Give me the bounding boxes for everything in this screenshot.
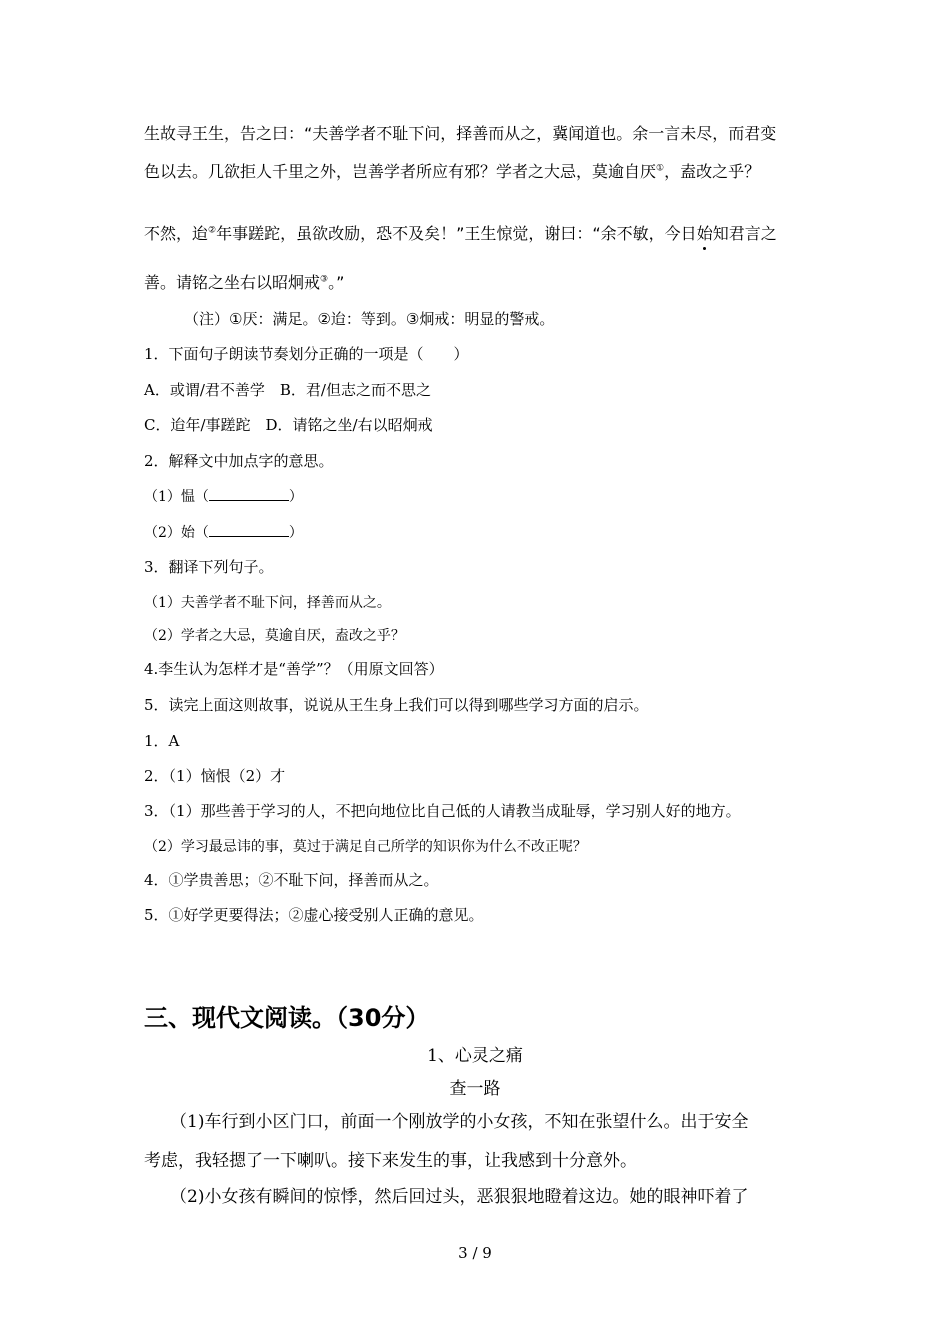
footnote-marker-1: ① bbox=[656, 163, 665, 174]
question-3-item-2: （2）学者之大忌，莫逾自厌，盍改之乎？ bbox=[144, 628, 405, 644]
question-3-item-1: （1）夫善学者不耻下问，择善而从之。 bbox=[144, 595, 391, 611]
question-1: 1．下面句子朗读节奏划分正确的一项是（ ） bbox=[144, 345, 469, 363]
article-paragraph-1-line-1: （1)车行到小区门口，前面一个刚放学的小女孩，不知在张望什么。出于安全 bbox=[170, 1112, 749, 1132]
footnote-marker-3: ③ bbox=[320, 274, 329, 285]
passage-line-1: 生故寻王生，告之曰：“夫善学者不耻下问，择善而从之，冀闻道也。余一言未尽，而君变 bbox=[144, 124, 777, 143]
article-paragraph-2-line-1: （2)小女孩有瞬间的惊悸，然后回过头，恶狠狠地瞪着这边。她的眼神吓着了 bbox=[170, 1187, 749, 1207]
section-heading: 三、现代文阅读。（30分） bbox=[144, 1004, 430, 1032]
passage-line-3: 不然，迨②年事蹉跎，虽欲改励，恐不及矣！”王生惊觉，谢曰：“余不敏，今日始知君言之 bbox=[144, 224, 777, 243]
answer-blank[interactable] bbox=[209, 522, 289, 537]
dotted-character: 始 bbox=[696, 224, 713, 243]
question-2: 2．解释文中加点字的意思。 bbox=[144, 452, 334, 470]
question-2-item-2: （2）始（ ） bbox=[144, 522, 303, 543]
answer-blank[interactable] bbox=[209, 486, 289, 501]
answer-3-item-2: （2）学习最忌讳的事，莫过于满足自己所学的知识你为什么不改正呢？ bbox=[144, 839, 587, 855]
answer-4: 4．①学贵善思；②不耻下问，择善而从之。 bbox=[144, 871, 439, 889]
question-5: 5．读完上面这则故事，说说从王生身上我们可以得到哪些学习方面的启示。 bbox=[144, 696, 649, 714]
question-4: 4.李生认为怎样才是“善学”？（用原文回答） bbox=[144, 660, 444, 678]
article-title: 1、心灵之痛 bbox=[427, 1046, 523, 1066]
article-paragraph-1-line-2: 考虑，我轻摁了一下喇叭。接下来发生的事，让我感到十分意外。 bbox=[144, 1151, 637, 1171]
question-2-item-1: （1）愠（ ） bbox=[144, 486, 303, 507]
page-number: 3 / 9 bbox=[458, 1244, 492, 1262]
passage-line-2: 色以去。几欲拒人千里之外，岂善学者所应有邪？学者之大忌，莫逾自厌①，盍改之乎？ bbox=[144, 162, 761, 181]
answer-5: 5．①好学更要得法；②虚心接受别人正确的意见。 bbox=[144, 906, 484, 924]
passage-note: （注）①厌：满足。②迨：等到。③炯戒：明显的警戒。 bbox=[184, 310, 555, 328]
article-author: 查一路 bbox=[449, 1079, 501, 1099]
question-3: 3．翻译下列句子。 bbox=[144, 558, 274, 576]
answer-2: 2．（1）恼恨（2）才 bbox=[144, 767, 286, 785]
footnote-marker-2: ② bbox=[208, 225, 217, 236]
answer-1: 1．A bbox=[144, 732, 180, 750]
question-1-options-ab: A．或谓/君不善学 B．君/但志之而不思之 bbox=[144, 381, 431, 399]
passage-line-4: 善。请铭之坐右以昭炯戒③。” bbox=[144, 273, 345, 292]
question-1-options-cd: C．迨年/事蹉跎 D．请铭之坐/右以昭炯戒 bbox=[144, 416, 433, 434]
answer-3-item-1: 3．（1）那些善于学习的人，不把向地位比自己低的人请教当成耻辱，学习别人好的地方。 bbox=[144, 802, 741, 820]
